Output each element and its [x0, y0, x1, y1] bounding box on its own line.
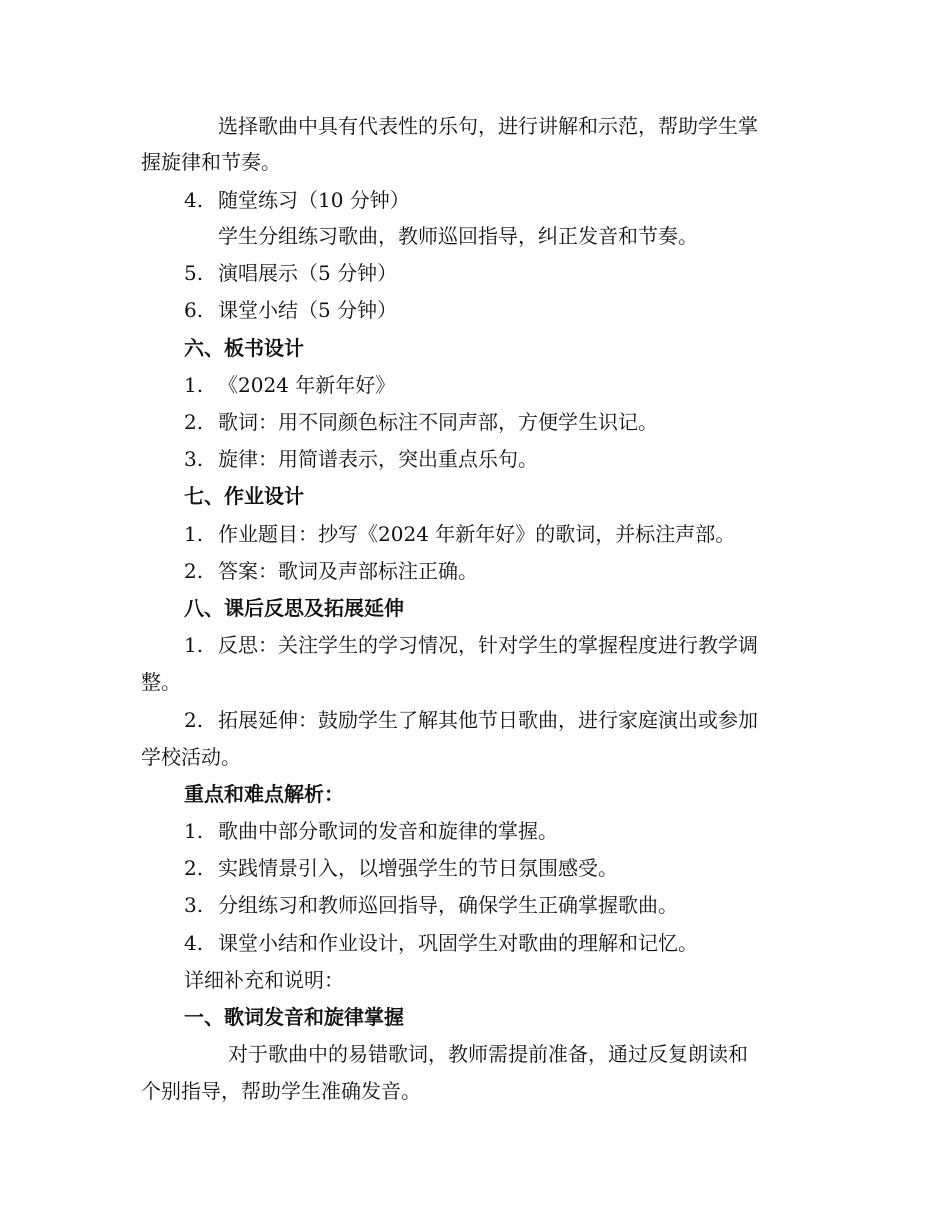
list-text: 反思：关注学生的学习情况，针对学生的掌握程度进行教学调 [218, 633, 758, 657]
section-6-title: 六、板书设计 [184, 336, 304, 360]
list-item [184, 445, 538, 473]
step-6 [184, 296, 397, 324]
list-item [184, 631, 758, 659]
list-number: 1. [184, 633, 204, 657]
section-7-title: 七、作业设计 [184, 484, 304, 508]
list-text: 答案：歌词及声部标注正确。 [218, 559, 478, 583]
list-number: 3. [184, 447, 204, 471]
list-text: 歌曲中部分歌词的发音和旋律的掌握。 [218, 819, 558, 843]
list-number: 2. [184, 410, 204, 434]
step-5 [184, 259, 397, 287]
list-item [184, 706, 758, 734]
subsection-1-title: 一、歌词发音和旋律掌握 [184, 1005, 404, 1029]
list-number: 4. [184, 188, 204, 212]
step-4 [184, 186, 410, 214]
list-number: 2. [184, 856, 204, 880]
list-number: 3. [184, 893, 204, 917]
list-number: 5. [184, 261, 204, 285]
list-item [184, 929, 698, 957]
list-text: 演唱展示（5 分钟） [218, 261, 398, 285]
list-number: 4. [184, 931, 204, 955]
list-number: 2. [184, 559, 204, 583]
list-item [184, 371, 395, 399]
list-item-continuation: 整。 [141, 670, 181, 694]
detail-intro: 详细补充和说明： [184, 968, 344, 992]
list-text: 随堂练习（10 分钟） [218, 188, 410, 212]
list-text: 分组练习和教师巡回指导，确保学生正确掌握歌曲。 [218, 893, 678, 917]
list-item [184, 520, 735, 548]
list-number: 1. [184, 522, 204, 546]
list-text: 课堂小结和作业设计，巩固学生对歌曲的理解和记忆。 [218, 931, 698, 955]
list-text: 作业题目：抄写《2024 年新年好》的歌词，并标注声部。 [218, 522, 736, 546]
list-number: 1. [184, 373, 204, 397]
step-4-detail: 学生分组练习歌曲，教师巡回指导，纠正发音和节奏。 [218, 224, 698, 248]
list-text: 歌词：用不同颜色标注不同声部，方便学生识记。 [218, 410, 658, 434]
list-item [184, 854, 618, 882]
list-text: 课堂小结（5 分钟） [218, 298, 398, 322]
list-item-continuation: 学校活动。 [141, 745, 241, 769]
list-text: 实践情景引入，以增强学生的节日氛围感受。 [218, 856, 618, 880]
list-item [184, 408, 658, 436]
list-item [184, 817, 558, 845]
subsection-1-paragraph-line-2: 个别指导，帮助学生准确发音。 [141, 1079, 421, 1103]
intro-paragraph-line-2: 握旋律和节奏。 [141, 150, 281, 174]
list-text: 旋律：用简谱表示，突出重点乐句。 [218, 447, 538, 471]
list-item [184, 557, 478, 585]
list-text: 《2024 年新年好》 [218, 373, 396, 397]
subsection-1-paragraph-line-1: 对于歌曲中的易错歌词，教师需提前准备，通过反复朗读和 [228, 1042, 748, 1066]
list-number: 1. [184, 819, 204, 843]
list-item [184, 891, 678, 919]
key-points-title: 重点和难点解析： [184, 782, 344, 806]
section-8-title: 八、课后反思及拓展延伸 [184, 596, 404, 620]
intro-paragraph-line-1: 选择歌曲中具有代表性的乐句，进行讲解和示范，帮助学生掌 [218, 114, 758, 138]
list-number: 6. [184, 298, 204, 322]
list-text: 拓展延伸：鼓励学生了解其他节日歌曲，进行家庭演出或参加 [218, 708, 758, 732]
list-number: 2. [184, 708, 204, 732]
